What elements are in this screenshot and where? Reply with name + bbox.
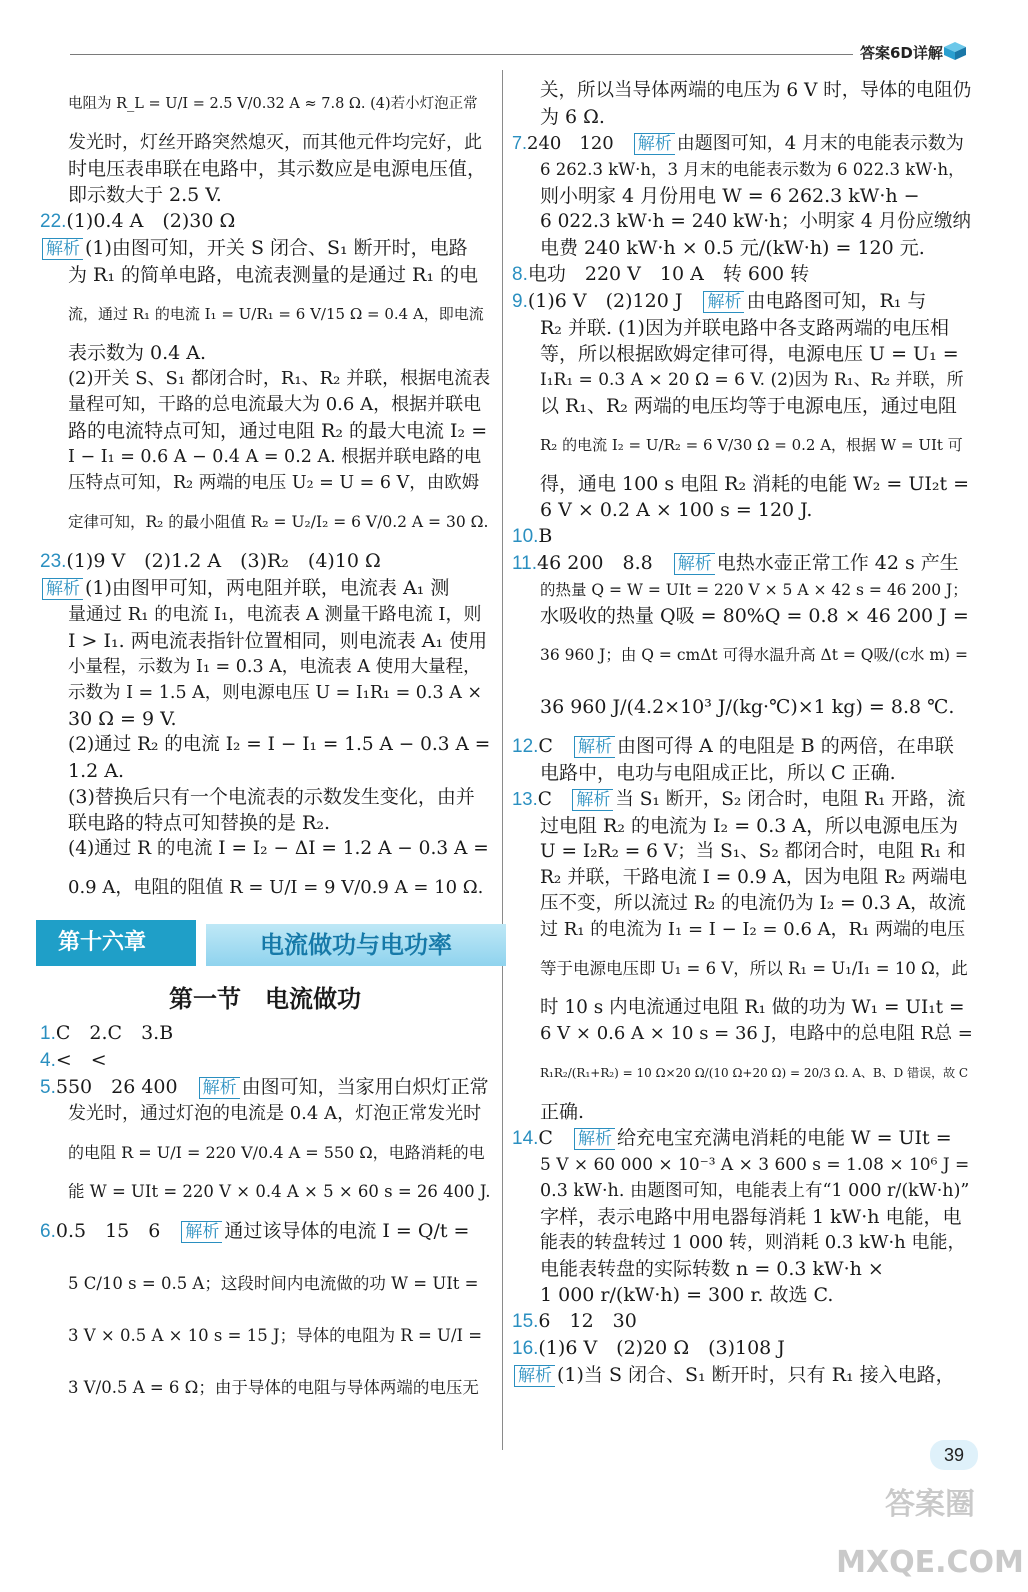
answer-line <box>512 1021 974 1047</box>
answer-line <box>40 1101 490 1127</box>
answer-text: 电阻为 R_L = U/I = 2.5 V/0.32 A ≈ 7.8 Ω. (4)若小灯泡正常 <box>68 96 478 112</box>
answer-text: R₂ 并联，干路电流 I = 0.9 A，因为电阻 R₂ 两端电 <box>540 867 967 888</box>
answer-text: (2)通过 R₂ 的电流 I₂ = I − I₁ = 1.5 A − 0.3 A = <box>68 734 491 755</box>
answer-text: (1)6 V (2)120 J <box>527 290 702 312</box>
answer-line <box>512 786 974 813</box>
answer-line <box>40 706 490 732</box>
question-number: 9. <box>512 291 528 312</box>
question-number: 10. <box>512 526 539 547</box>
answer-text: 能 W = UIt = 220 V × 0.4 A × 5 × 60 s = 26 400 J. <box>68 1182 491 1201</box>
answer-line <box>512 1335 974 1362</box>
analysis-tag: 解析 <box>572 789 613 811</box>
answer-line <box>512 393 974 419</box>
answer-line <box>512 419 974 471</box>
question-number: 13. <box>512 788 538 809</box>
answer-line <box>40 1205 490 1258</box>
header-rule <box>70 54 853 55</box>
answer-text: 过电阻 R₂ 的电流为 I₂ = 0.3 A，所以电源电压为 <box>540 815 959 837</box>
answer-line <box>512 760 974 786</box>
answer-line <box>512 1152 974 1178</box>
answer-text: 压特点可知，R₂ 两端的电压 U₂ = U = 6 V，由欧姆 <box>68 473 480 493</box>
answer-text: 0.5 15 6 <box>55 1220 180 1242</box>
answer-text: 水吸收的热量 Q吸 = 80%Q = 0.8 × 46 200 J = <box>540 605 969 627</box>
question-number: 1. <box>40 1023 56 1044</box>
answer-line <box>512 1282 974 1308</box>
answer-text: 则小明家 4 月份用电 W = 6 262.3 kW·h − <box>540 185 920 207</box>
answer-line <box>512 1362 974 1389</box>
answer-text: R₂ 并联. (1)因为并联电路中各支路两端的电压相 <box>540 317 949 339</box>
question-number: 5. <box>40 1077 56 1098</box>
answer-text: 1.2 A. <box>68 760 125 782</box>
answer-line <box>40 1047 490 1074</box>
answer-line <box>40 1310 490 1362</box>
answer-text: 5 V × 60 000 × 10⁻³ A × 3 600 s = 1.08 × 10⁶ J = <box>540 1155 970 1175</box>
answer-text: 240 120 <box>527 133 632 154</box>
answer-line <box>40 680 490 706</box>
answer-text: 550 26 400 <box>55 1076 197 1098</box>
right-column <box>512 78 974 1389</box>
answer-text: B <box>538 525 553 547</box>
answer-line <box>40 182 490 208</box>
answer-text: 时电压表串联在电路中，其示数应是电源电压值， <box>68 158 487 180</box>
answer-text: 0.9 A，电阻的阻值 R = U/I = 9 V/0.9 A = 10 Ω. <box>68 877 484 898</box>
answer-text: I > I₁. 两电流表指针位置相同，则电流表 A₁ 使用 <box>68 630 488 652</box>
answer-text: 电能表转盘的实际转数 n = 0.3 kW·h × <box>540 1258 884 1280</box>
question-number: 12. <box>512 736 539 757</box>
question-number: 15. <box>512 1311 539 1332</box>
answer-text: 压不变，所以流过 R₂ 的电流仍为 I₂ = 0.3 A，故流 <box>540 893 966 914</box>
answer-text: 过 R₁ 的电流为 I₁ = I − I₂ = 0.6 A，R₁ 两端的电压 <box>540 919 966 940</box>
answer-text: (1)由图甲可知，两电阻并联，电流表 A₁ 测 <box>85 577 450 599</box>
answer-line <box>40 444 490 470</box>
analysis-tag: 解析 <box>42 238 83 260</box>
chapter-banner <box>36 920 506 972</box>
section-title: 第一节 电流做功 <box>169 985 361 1013</box>
answer-text: 电费 240 kW·h × 0.5 元/(kW·h) = 120 元. <box>540 237 925 259</box>
answer-line <box>40 208 490 235</box>
analysis-text: 通过该导体的电流 I = Q/t = <box>224 1220 470 1242</box>
answer-text: I₁R₁ = 0.3 A × 20 Ω = 6 V. (2)因为 R₁、R₂ 并联，所 <box>540 370 964 390</box>
answer-text: C 2.C 3.B <box>55 1022 174 1044</box>
answer-text: 字样，表示电路中用电器每消耗 1 kW·h 电能，电 <box>540 1206 962 1228</box>
answer-line <box>40 366 490 392</box>
answer-line <box>40 156 490 182</box>
answer-text: 36 960 J/(4.2×10³ J/(kg·℃)×1 kg) = 8.8 ℃. <box>540 696 955 718</box>
answer-line <box>40 1074 490 1101</box>
answer-text: 为 R₁ 的简单电路，电流表测量的是通过 R₁ 的电 <box>68 264 479 286</box>
answer-line <box>40 602 490 628</box>
answer-text: R₁R₂/(R₁+R₂) = 10 Ω×20 Ω/(10 Ω+20 Ω) = 20/3 Ω. A、B、D 错误，故 C <box>540 1066 969 1080</box>
answer-line <box>40 1258 490 1310</box>
answer-line <box>512 577 974 603</box>
answer-text: 电功 220 V 10 A 转 600 转 <box>527 263 810 285</box>
answer-text: 30 Ω = 9 V. <box>68 708 177 730</box>
answer-line <box>512 523 974 550</box>
chapter-number: 第十六章 <box>36 920 196 966</box>
answer-text: 5 C/10 s = 0.5 A；这段时间内电流做的功 W = UIt = <box>68 1274 479 1293</box>
answer-text: 6 12 30 <box>538 1310 637 1332</box>
answer-line <box>512 1125 974 1152</box>
question-number: 14. <box>512 1128 539 1149</box>
answer-line <box>512 1047 974 1099</box>
answer-line <box>40 262 490 288</box>
analysis-tag: 解析 <box>574 736 615 758</box>
page-number: 39 <box>930 1440 978 1470</box>
analysis-tag: 解析 <box>42 578 83 600</box>
answer-line <box>512 104 974 130</box>
analysis-text: 由图可知，当家用白炽灯正常 <box>241 1076 489 1098</box>
analysis-text: 当 S₁ 断开，S₂ 闭合时，电阻 R₁ 开路，流 <box>615 789 966 810</box>
answer-text: 1 000 r/(kW·h) = 300 r. 故选 C. <box>540 1284 834 1306</box>
answer-line <box>512 261 974 288</box>
answer-text: (1)当 S 闭合、S₁ 断开时，只有 R₁ 接入电路， <box>557 1364 955 1386</box>
answer-text: 流，通过 R₁ 的电流 I₁ = U/R₁ = 6 V/15 Ω = 0.4 A，即电流 <box>68 305 484 323</box>
answer-line <box>40 470 490 496</box>
answer-text: 6 V × 0.6 A × 10 s = 36 J，电路中的总电阻 R总 = <box>540 1023 973 1044</box>
answer-line <box>512 1308 974 1335</box>
answer-text: 电路中，电功与电阻成正比，所以 C 正确. <box>540 762 896 784</box>
analysis-tag: 解析 <box>199 1077 240 1099</box>
answer-line <box>512 681 974 733</box>
answer-text: 46 200 8.8 <box>537 552 672 574</box>
answer-text: 等，所以根据欧姆定律可得，电源电压 U = U₁ = <box>540 343 959 365</box>
answer-text: 为 6 Ω. <box>540 106 605 128</box>
answer-text: C <box>538 1127 572 1149</box>
analysis-text: 给充电宝充满电消耗的电能 W = UIt = <box>616 1127 952 1149</box>
answer-text: I − I₁ = 0.6 A − 0.4 A = 0.2 A. 根据并联电路的电 <box>68 447 482 467</box>
answer-line <box>40 784 490 810</box>
answer-text: 正确. <box>540 1101 585 1123</box>
answer-text: (4)通过 R 的电流 I = I₂ − ΔI = 1.2 A − 0.3 A = <box>68 838 489 859</box>
answer-text: (1)6 V (2)20 Ω (3)108 J <box>538 1337 785 1359</box>
answer-text: 表示数为 0.4 A. <box>68 342 207 364</box>
answer-line <box>512 341 974 367</box>
answer-line <box>512 130 974 157</box>
answer-text: 发光时，灯丝开路突然熄灭，而其他元件均完好，此 <box>68 132 482 153</box>
chapter-title: 电流做功与电功率 <box>206 924 506 966</box>
answer-line <box>40 1179 490 1205</box>
answer-text: < < <box>55 1049 107 1071</box>
analysis-tag: 解析 <box>703 291 744 313</box>
answer-text: (2)开关 S、S₁ 都闭合时，R₁、R₂ 并联，根据电流表 <box>68 368 491 389</box>
answer-line <box>40 1362 490 1414</box>
answer-line <box>40 862 490 914</box>
answer-text: R₂ 的电流 I₂ = U/R₂ = 6 V/30 Ω = 0.2 A，根据 W = UIt 可 <box>540 436 963 454</box>
answer-text: 联电路的特点可知替换的是 R₂. <box>68 812 331 834</box>
answer-line <box>512 1204 974 1230</box>
analysis-tag: 解析 <box>181 1221 222 1243</box>
analysis-text: 由题图可知，4 月末的电能表示数为 <box>676 133 964 154</box>
answer-line <box>512 367 974 393</box>
answer-line <box>40 1020 490 1047</box>
answer-text: 示数为 I = 1.5 A，则电源电压 U = I₁R₁ = 0.3 A × <box>68 683 483 703</box>
answer-text: 以 R₁、R₂ 两端的电压均等于电源电压，通过电阻 <box>540 395 957 417</box>
question-number: 16. <box>512 1338 539 1359</box>
answer-line <box>40 732 490 758</box>
analysis-text: 由图可得 A 的电阻是 B 的两倍，在串联 <box>616 735 954 757</box>
answer-line <box>40 1127 490 1179</box>
answer-line <box>40 418 490 444</box>
answer-line <box>40 288 490 340</box>
analysis-tag: 解析 <box>514 1365 555 1387</box>
answer-text: (3)替换后只有一个电流表的示数发生变化，由并 <box>68 786 475 808</box>
answer-text: 的热量 Q = W = UIt = 220 V × 5 A × 42 s = 46 200 J； <box>540 581 968 599</box>
answer-text: 的电阻 R = U/I = 220 V/0.4 A = 550 Ω，电路消耗的电 <box>68 1143 485 1162</box>
answer-text: (1)0.4 A (2)30 Ω <box>66 210 236 232</box>
answer-line <box>40 836 490 862</box>
answer-text: 路的电流特点可知，通过电阻 R₂ 的最大电流 I₂ = <box>68 420 488 442</box>
question-number: 8. <box>512 264 528 285</box>
answer-text: 能表的转盘转过 1 000 转，则消耗 0.3 kW·h 电能， <box>540 1232 966 1253</box>
analysis-tag: 解析 <box>674 553 715 575</box>
answer-line <box>512 629 974 681</box>
answer-text: 3 V × 0.5 A × 10 s = 15 J；导体的电阻为 R = U/I = <box>68 1326 483 1345</box>
analysis-tag: 解析 <box>574 1128 615 1150</box>
answer-text: C <box>537 789 571 810</box>
answer-text: 时 10 s 内电流通过电阻 R₁ 做的功为 W₁ = UI₁t = <box>540 997 965 1018</box>
answer-line <box>40 758 490 784</box>
answer-line <box>40 628 490 654</box>
answer-line <box>40 340 490 366</box>
answer-text: 得，通电 100 s 电阻 R₂ 消耗的电能 W₂ = UI₂t = <box>540 473 970 495</box>
answer-text: 量通过 R₁ 的电流 I₁，电流表 A 测量干路电流 I，则 <box>68 604 482 625</box>
answer-line <box>512 235 974 261</box>
question-number: 6. <box>40 1221 56 1242</box>
answer-text: 即示数大于 2.5 V. <box>68 184 222 206</box>
answer-text: 小量程，示数为 I₁ = 0.3 A，电流表 A 使用大量程， <box>68 657 481 677</box>
answer-text: 发光时，通过灯泡的电流是 0.4 A，灯泡正常发光时 <box>68 1103 482 1124</box>
answer-line <box>40 548 490 575</box>
answer-line <box>40 810 490 836</box>
answer-line <box>512 917 974 943</box>
answer-text: 36 960 J；由 Q = cmΔt 可得水温升高 Δt = Q吸/(c水 m) = <box>540 646 969 664</box>
answer-line <box>512 1178 974 1204</box>
answer-line <box>512 943 974 995</box>
left-column <box>40 78 490 1414</box>
answer-line <box>512 157 974 183</box>
answer-line <box>40 496 490 548</box>
answer-text: 6 022.3 kW·h = 240 kW·h；小明家 4 月份应缴纳 <box>540 211 972 232</box>
book-cube-icon <box>942 40 968 62</box>
answer-text: 定律可知，R₂ 的最小阻值 R₂ = U₂/I₂ = 6 V/0.2 A = 30 Ω. <box>68 513 489 531</box>
question-number: 4. <box>40 1050 56 1071</box>
answer-line <box>512 78 974 104</box>
answer-line <box>512 550 974 577</box>
column-divider <box>502 70 503 1450</box>
question-number: 23. <box>40 551 67 572</box>
question-number: 22. <box>40 211 67 232</box>
answer-line <box>512 733 974 760</box>
answer-line <box>512 288 974 315</box>
answer-text: 量程可知，干路的总电流最大为 0.6 A，根据并联电 <box>68 394 482 415</box>
answer-line <box>512 813 974 839</box>
answer-text: C <box>538 735 572 757</box>
answer-line <box>40 654 490 680</box>
analysis-text: 电热水壶正常工作 42 s 产生 <box>716 552 959 574</box>
answer-text: (1)9 V (2)1.2 A (3)R₂ (4)10 Ω <box>66 550 381 572</box>
answer-line <box>512 1099 974 1125</box>
section-answers <box>40 1020 490 1414</box>
answer-text: (1)由图可知，开关 S 闭合、S₁ 断开时，电路 <box>85 237 468 259</box>
answer-text: 6 262.3 kW·h，3 月末的电能表示数为 6 022.3 kW·h， <box>540 160 965 179</box>
answer-text: 0.3 kW·h. 由题图可知，电能表上有“1 000 r/(kW·h)” <box>540 1181 970 1201</box>
answer-line <box>512 1256 974 1282</box>
answer-line <box>512 209 974 235</box>
answer-line <box>512 471 974 497</box>
analysis-text: 由电路图可知，R₁ 与 <box>746 290 927 312</box>
answer-line <box>40 235 490 262</box>
answer-line <box>512 603 974 629</box>
answer-line <box>512 315 974 341</box>
answer-line <box>512 1230 974 1256</box>
answer-text: 6 V × 0.2 A × 100 s = 120 J. <box>540 499 813 521</box>
answer-line <box>40 130 490 156</box>
question-number: 7. <box>512 133 528 153</box>
answer-text: 关，所以当导体两端的电压为 6 V 时，导体的电阻仍 <box>540 80 972 101</box>
answer-line <box>512 865 974 891</box>
answer-line <box>512 995 974 1021</box>
answer-line <box>40 575 490 602</box>
watermark-logo: 答案圈 MXQE.COM <box>836 1487 1024 1580</box>
question-number: 11. <box>512 553 538 574</box>
answer-line <box>40 78 490 130</box>
analysis-tag: 解析 <box>634 133 675 155</box>
answer-line <box>512 839 974 865</box>
right-answers <box>512 78 974 1389</box>
answer-line <box>512 497 974 523</box>
answer-line <box>512 891 974 917</box>
left-answers <box>40 78 490 914</box>
answer-line <box>512 183 974 209</box>
answer-text: 3 V/0.5 A = 6 Ω；由于导体的电阻与导体两端的电压无 <box>68 1378 479 1397</box>
answer-line <box>40 392 490 418</box>
answer-text: 等于电源电压即 U₁ = 6 V，所以 R₁ = U₁/I₁ = 10 Ω，此 <box>540 959 968 978</box>
answer-text: U = I₂R₂ = 6 V；当 S₁、S₂ 都闭合时，电阻 R₁ 和 <box>540 841 966 862</box>
header-label: 答案6D详解 <box>860 44 943 62</box>
